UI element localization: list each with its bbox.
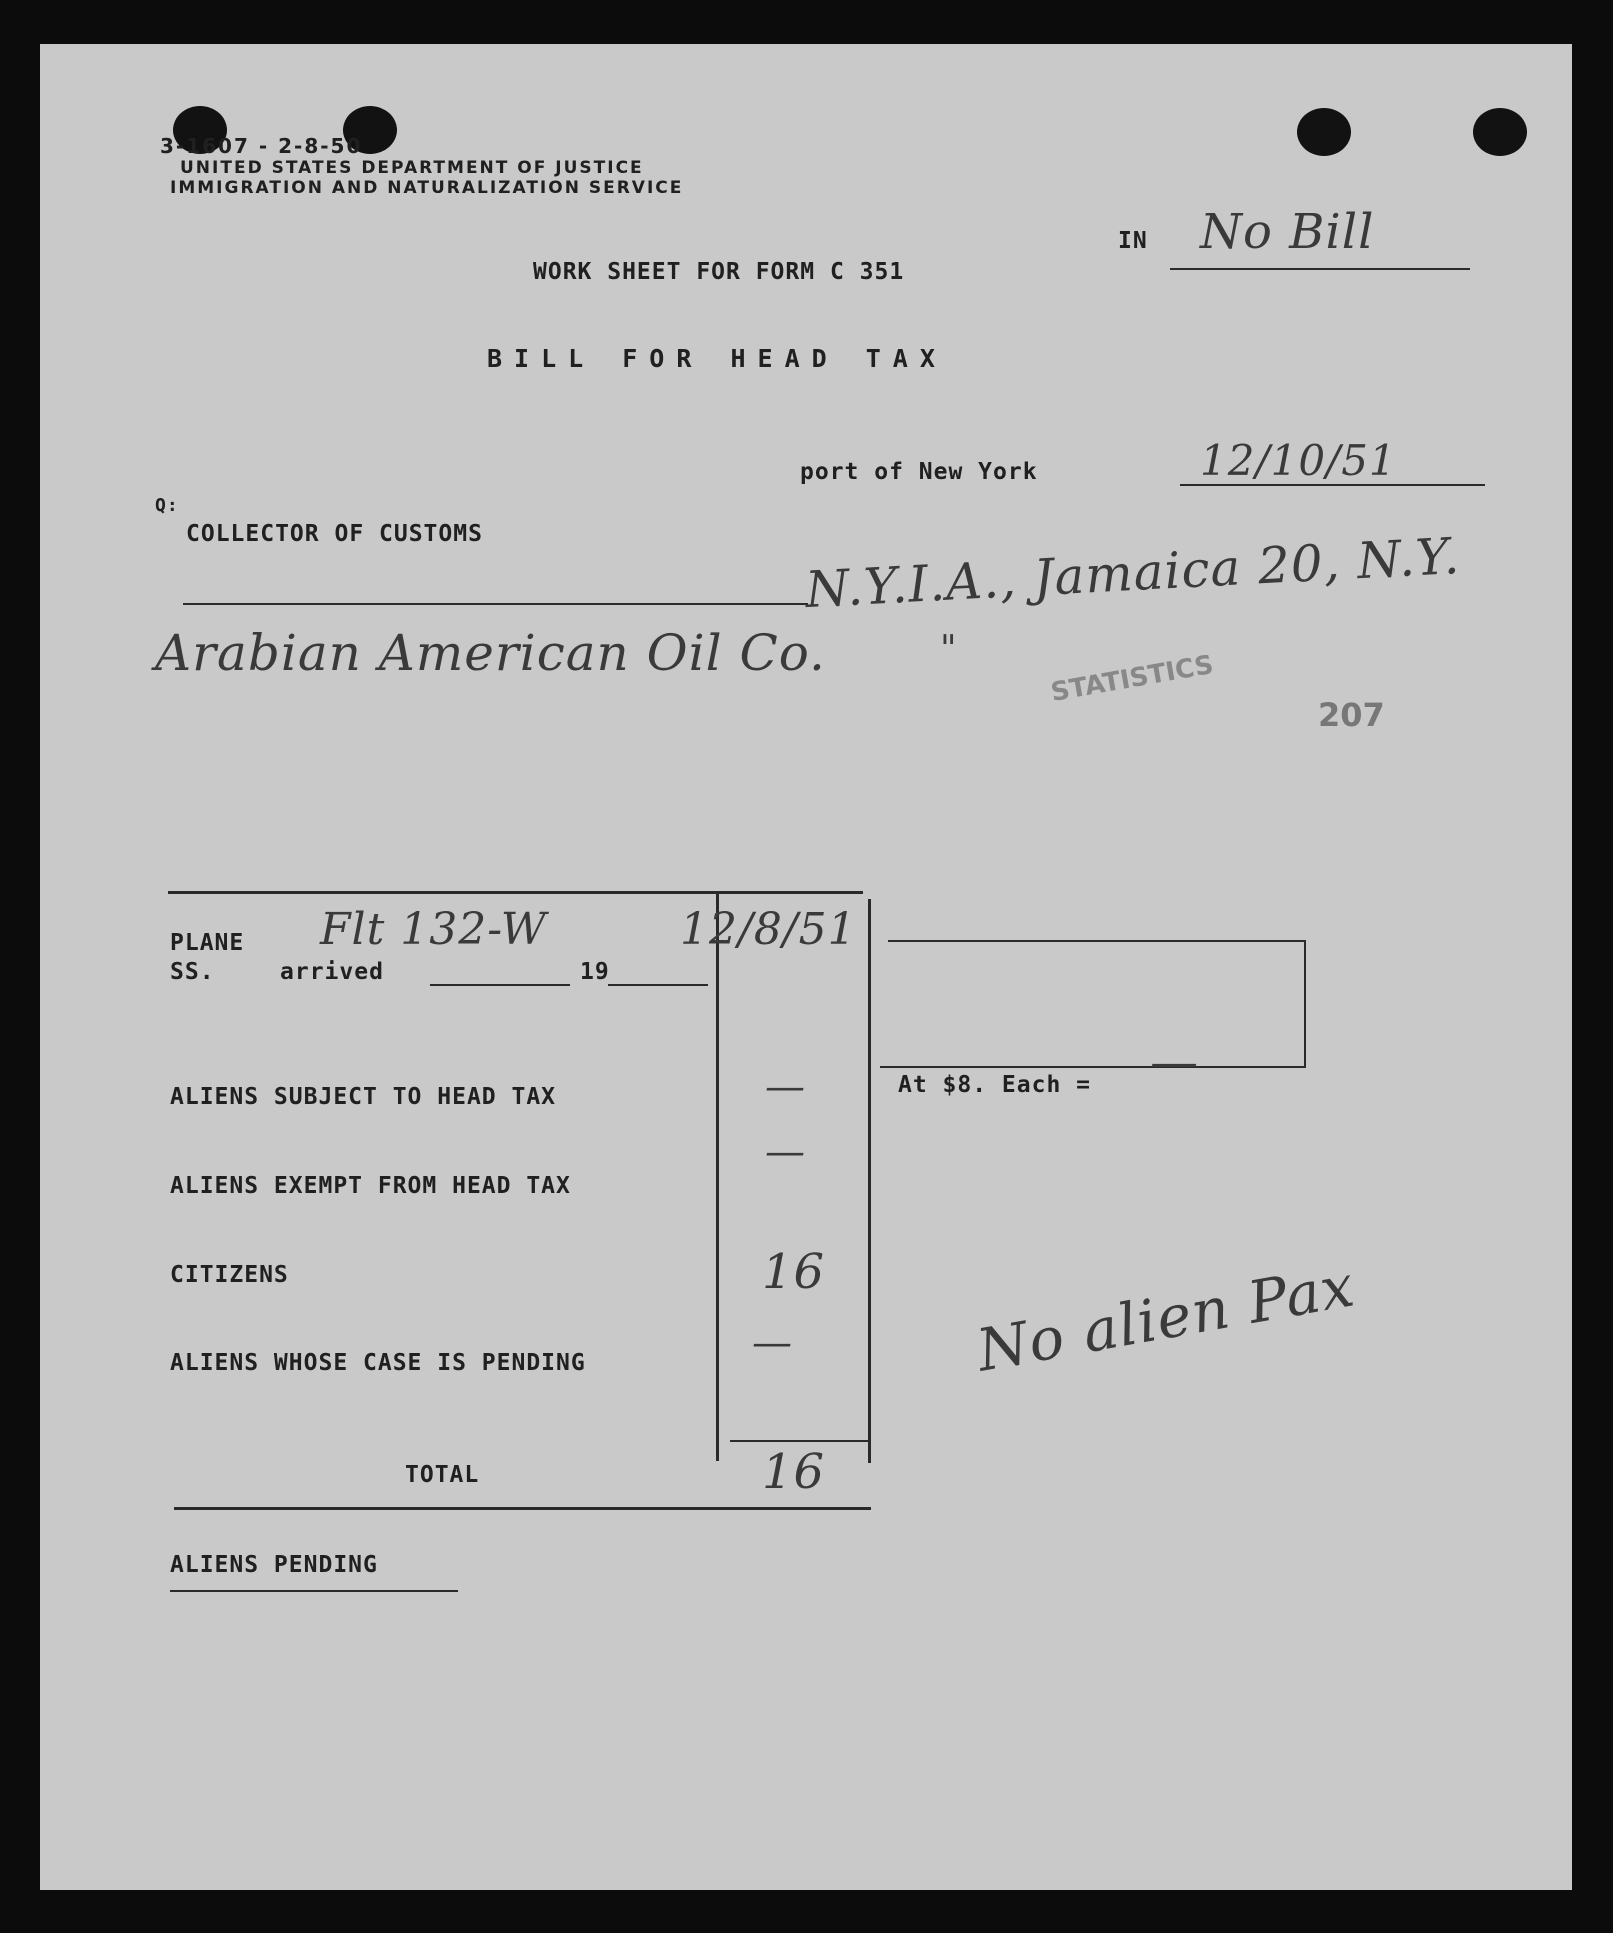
row-value: 16 xyxy=(762,1244,826,1300)
row-value: — xyxy=(765,1064,806,1110)
total-top-rule xyxy=(730,1440,868,1442)
flight-value: Flt 132-W xyxy=(320,904,547,955)
table-top-rule xyxy=(168,891,863,894)
date-underline xyxy=(1180,484,1485,486)
table-divider-right xyxy=(868,899,871,1463)
stamp-number: 207 xyxy=(1318,696,1385,734)
plane-label: PLANE xyxy=(170,930,245,956)
collector-underline xyxy=(183,603,808,605)
aliens-pending-label: ALIENS PENDING xyxy=(170,1552,378,1578)
row-label: CITIZENS xyxy=(170,1262,289,1288)
row-label: ALIENS SUBJECT TO HEAD TAX xyxy=(170,1084,557,1110)
year-prefix: 19 xyxy=(580,959,610,985)
agency-line-2: IMMIGRATION AND NATURALIZATION SERVICE xyxy=(170,178,684,198)
arrived-label: arrived xyxy=(280,959,384,985)
port-label: port of New York xyxy=(800,459,1038,485)
collector-label: COLLECTOR OF CUSTOMS xyxy=(186,521,483,547)
ditto-mark: " xyxy=(940,629,958,670)
worksheet-title: WORK SHEET FOR FORM C 351 xyxy=(533,259,905,285)
flight-date: 12/8/51 xyxy=(680,904,857,955)
rate-label: At $8. Each = xyxy=(898,1072,1092,1098)
aliens-pending-underline xyxy=(170,1590,458,1592)
total-value: 16 xyxy=(762,1444,826,1500)
document-page xyxy=(40,44,1572,1890)
in-value: No Bill xyxy=(1200,204,1375,260)
row-label: ALIENS WHOSE CASE IS PENDING xyxy=(170,1350,586,1376)
total-label: TOTAL xyxy=(405,1462,480,1488)
statistics-stamp: STATISTICS xyxy=(1048,649,1216,709)
row-label: ALIENS EXEMPT FROM HEAD TAX xyxy=(170,1173,571,1199)
company-value: Arabian American Oil Co. xyxy=(155,624,826,682)
table-divider-left xyxy=(716,894,719,1461)
in-label: IN xyxy=(1118,228,1148,254)
punch-hole-4 xyxy=(1473,108,1527,156)
table-bottom-rule xyxy=(174,1507,871,1510)
punch-hole-3 xyxy=(1297,108,1351,156)
main-title: BILL FOR HEAD TAX xyxy=(487,344,947,373)
arrived-underline xyxy=(430,984,570,986)
row-value: — xyxy=(752,1320,793,1366)
row-value: — xyxy=(765,1129,806,1175)
rate-value: — xyxy=(1150,1034,1199,1090)
rate-box-top xyxy=(888,940,1306,942)
year-underline xyxy=(608,984,708,986)
no-alien-pax-note: No alien Pax xyxy=(971,1251,1360,1385)
form-number: 3-1607 - 2-8-50 xyxy=(160,134,363,158)
date-value: 12/10/51 xyxy=(1200,436,1397,485)
location-value: N.Y.I.A., Jamaica 20, N.Y. xyxy=(803,526,1462,620)
in-underline xyxy=(1170,268,1470,270)
ss-label: SS. xyxy=(170,959,215,985)
rate-box-right xyxy=(1304,940,1306,1068)
rate-box-bottom xyxy=(880,1066,1306,1068)
to-label: Q: xyxy=(155,495,179,516)
agency-line-1: UNITED STATES DEPARTMENT OF JUSTICE xyxy=(180,158,644,178)
